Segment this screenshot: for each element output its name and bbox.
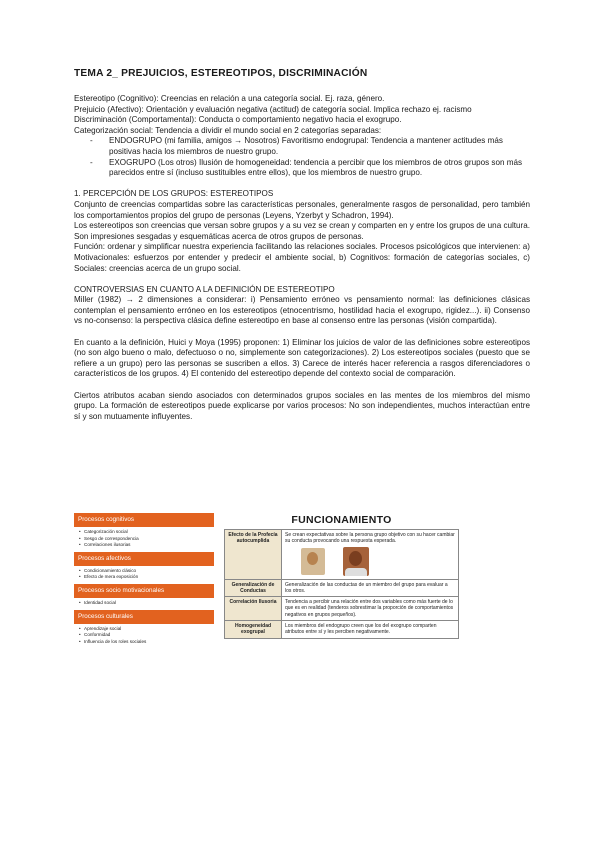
table-row — [225, 597, 459, 621]
table-value: Tendencia a percibir una relación entre dos variables como más fuerte de lo que es en realidad (tenderos sobrestimar la proporción de comportamientos negativos en grupos pequeños). — [282, 597, 459, 621]
paragraph: Conjunto de creencias compartidas sobre las características personales, generalmente rasgos de personalidad, pero también los comportamientos propios del grupo de personas (Leyens, Yzerbyt y Schadron, 1994). — [74, 199, 530, 220]
categorization-list — [74, 136, 530, 178]
process-header: Procesos cognitivos — [74, 513, 214, 527]
processes-panel — [74, 513, 214, 644]
process-list — [74, 568, 214, 581]
table-value: Los miembros del endogrupo creen que los del exogrupo comparten atributos entre sí y les perciben negativamente. — [282, 621, 459, 639]
funcionamiento-table — [224, 529, 459, 639]
person-photo — [343, 547, 369, 576]
table-key: Generalización de Conductas — [225, 579, 282, 597]
table-value: Generalización de las conductas de un miembro del grupo para evaluar a los otros. — [282, 579, 459, 597]
definition-discriminacion: Discriminación (Comportamental): Conducta o comportamiento negativo hacia el exogrupo. — [74, 115, 402, 125]
section-heading: 1. PERCEPCIÓN DE LOS GRUPOS: ESTEREOTIPOS — [74, 189, 274, 199]
table-row — [225, 579, 459, 597]
funcionamiento-title: FUNCIONAMIENTO — [291, 514, 392, 526]
paragraph: Ciertos atributos acaban siendo asociados con determinados grupos sociales en las mentes de los miembros del mismo grupo. La formación de estereotipos puede explicarse por varios procesos: No son independientes, muchos interactúan entre sí y son mutuamente influyentes. — [74, 390, 530, 421]
table-row — [225, 621, 459, 639]
table-key: Efecto de la Profecía autocumplida — [225, 530, 282, 580]
definition-estereotipo: Estereotipo (Cognitivo): Creencias en relación a una categoría social. Ej. raza, género. — [74, 94, 385, 103]
paragraph: Miller (1982) → 2 dimensiones a considerar: i) Pensamiento erróneo vs pensamiento normal: las definiciones clásicas contemplan el pensamiento erróneo en los estereotipos (etnocentrismo, hostilidad hacia el exogrupo, rigidez...). ii) Consenso vs no-consenso: la perspectiva clásica define estereotipo en base al consenso entre las personas (visión compartida). — [74, 295, 530, 326]
table-value: Se crean expectativas sobre la persona grupo objetivo con su hacer cambiar su conducta provocando una respuesta esperada. — [282, 530, 459, 580]
paragraph: En cuanto a la definición, Huici y Moya (1995) proponen: 1) Eliminar los juicios de valor de las definiciones sobre estereotipos (no son algo bueno o malo, defectuoso o no, simplemente son categorizaciones). 2) Los estereotipos sociales (puesto que se refiere a un grupo) pero las personas se suscriben a ellos. 3) Carece de interés hacer referencia a rasgos diferenciadores o característicos de los grupos. 4) El contenido del estereotipo depende del contexto social de comparación. — [74, 337, 530, 379]
photos — [285, 547, 455, 577]
paragraph: Los estereotipos son creencias que versan sobre grupos y a su vez se crean y comparten en y entre los grupos de una cultura. Son impresiones sesgadas y esquemáticas acerca de otros grupos de personas. — [74, 221, 530, 241]
list-item: • Correlaciones ilusorias — [79, 542, 214, 549]
page-title: TEMA 2_ PREJUICIOS, ESTEREOTIPOS, DISCRIMINACIÓN — [74, 68, 368, 79]
list-item: • Condicionamiento clásico — [79, 568, 214, 575]
list-item: • Categorización social — [79, 529, 214, 536]
process-list — [74, 529, 214, 549]
list-item: • Influencia de los roles sociales — [79, 639, 214, 646]
process-header: Procesos culturales — [74, 610, 214, 624]
document-body — [74, 68, 530, 422]
list-item: - EXOGRUPO (Los otros) Ilusión de homogeneidad: tendencia a percibir que los miembros de otros grupos son más parecidos entre sí (incluso sustituibles entre ellos), que los miembros de nuestro grupo. — [90, 157, 522, 178]
section-heading: CONTROVERSIAS EN CUANTO A LA DEFINICIÓN DE ESTEREOTIPO — [74, 284, 335, 294]
list-item: • Conformidad — [79, 632, 214, 639]
process-list — [74, 600, 214, 607]
table-row — [225, 530, 459, 580]
list-item: • Aprendizaje social — [79, 626, 214, 633]
processes-figure — [74, 513, 460, 644]
table-key: Homogeneidad exogrupal — [225, 621, 282, 639]
list-item: • Sesgo de correspondencia — [79, 536, 214, 543]
list-item: • Efecto de mera exposición — [79, 574, 214, 581]
list-item: - ENDOGRUPO (mi familia, amigos → Nosotros) Favoritismo endogrupal: Tendencia a mantener actitudes más positivas hacia los miembros de nuestro grupo. — [90, 136, 503, 156]
funcionamiento-panel — [224, 513, 459, 641]
process-header: Procesos afectivos — [74, 552, 214, 566]
list-item: • Identidad social — [79, 600, 214, 607]
process-list — [74, 626, 214, 646]
definition-prejuicio: Prejuicio (Afectivo): Orientación y evaluación negativa (actitud) de categoría social. Implica rechazo ej. racismo — [74, 104, 472, 114]
person-photo — [301, 548, 325, 575]
paragraph: Función: ordenar y simplificar nuestra experiencia facilitando las relaciones sociales. Procesos psicológicos que intervienen: a) Motivacionales: esfuerzos por entender y predecir el ambiente social, b) Cognitivos: formación de categorías sociales, c) Sociales: creencias acerca de un grupo social. — [74, 242, 530, 273]
definition-categorizacion: Categorización social: Tendencia a dividir el mundo social en 2 categorías separadas: — [74, 125, 382, 135]
process-header: Procesos socio motivacionales — [74, 584, 214, 598]
table-key: Correlación Ilusoria — [225, 597, 282, 621]
